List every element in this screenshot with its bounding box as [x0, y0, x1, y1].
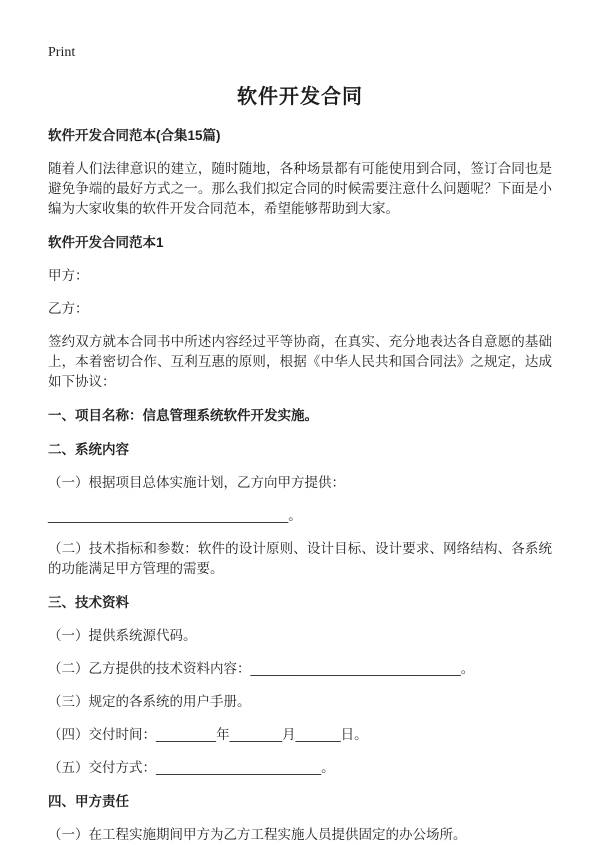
section-4-heading: 四、甲方责任 [48, 794, 129, 809]
section-3-item-4: （四）交付时间：________年_______月______日。 [48, 727, 368, 742]
print-button[interactable]: Print [48, 45, 76, 60]
party-a-line: 甲方： [48, 268, 89, 283]
section-2-heading: 二、系统内容 [48, 442, 129, 457]
section-3-item-2: （二）乙方提供的技术资料内容：____________________________。 [48, 661, 475, 676]
page-title: 软件开发合同 [237, 86, 363, 108]
section-1-heading: 一、项目名称：信息管理系统软件开发实施。 [48, 408, 318, 423]
intro-paragraph: 随着人们法律意识的建立，随时随地，各种场景都有可能使用到合同，签订合同也是避免争端的最好方式之一。那么我们拟定合同的时候需要注意什么问题呢？下面是小编为大家收集的软件开发合同范本，希望能够帮助到大家。 [48, 161, 552, 216]
doc-subtitle: 软件开发合同范本(合集15篇) [48, 128, 221, 143]
section-2-item-1-blank-line: ________________________________。 [48, 508, 302, 523]
section-2-item-2: （二）技术指标和参数：软件的设计原则、设计目标、设计要求、网络结构、各系统的功能满足甲方管理的需要。 [48, 541, 552, 576]
section-3-item-1: （一）提供系统源代码。 [48, 628, 197, 643]
section-4-item-1: （一）在工程实施期间甲方为乙方工程实施人员提供固定的办公场所。 [48, 827, 467, 842]
party-b-line: 乙方： [48, 301, 89, 316]
sample-1-heading: 软件开发合同范本1 [48, 235, 164, 250]
section-3-heading: 三、技术资料 [48, 595, 129, 610]
section-3-item-5: （五）交付方式：______________________。 [48, 760, 335, 775]
preamble-paragraph: 签约双方就本合同书中所述内容经过平等协商，在真实、充分地表达各自意愿的基础上，本着密切合作、互利互惠的原则，根据《中华人民共和国合同法》之规定，达成如下协议： [48, 334, 552, 389]
section-2-item-1: （一）根据项目总体实施计划，乙方向甲方提供： [48, 475, 345, 490]
section-3-item-3: （三）规定的各系统的用户手册。 [48, 694, 251, 709]
